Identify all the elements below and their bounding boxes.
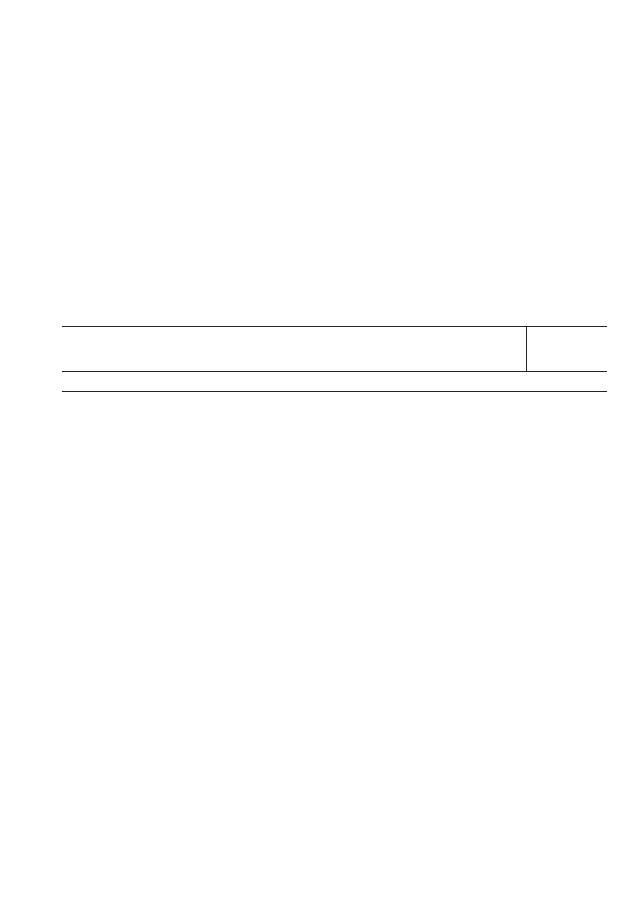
table-header bbox=[62, 326, 607, 372]
total-row bbox=[62, 372, 607, 392]
budget-table bbox=[62, 326, 607, 392]
header-sum bbox=[526, 327, 607, 371]
header-name bbox=[62, 327, 522, 371]
